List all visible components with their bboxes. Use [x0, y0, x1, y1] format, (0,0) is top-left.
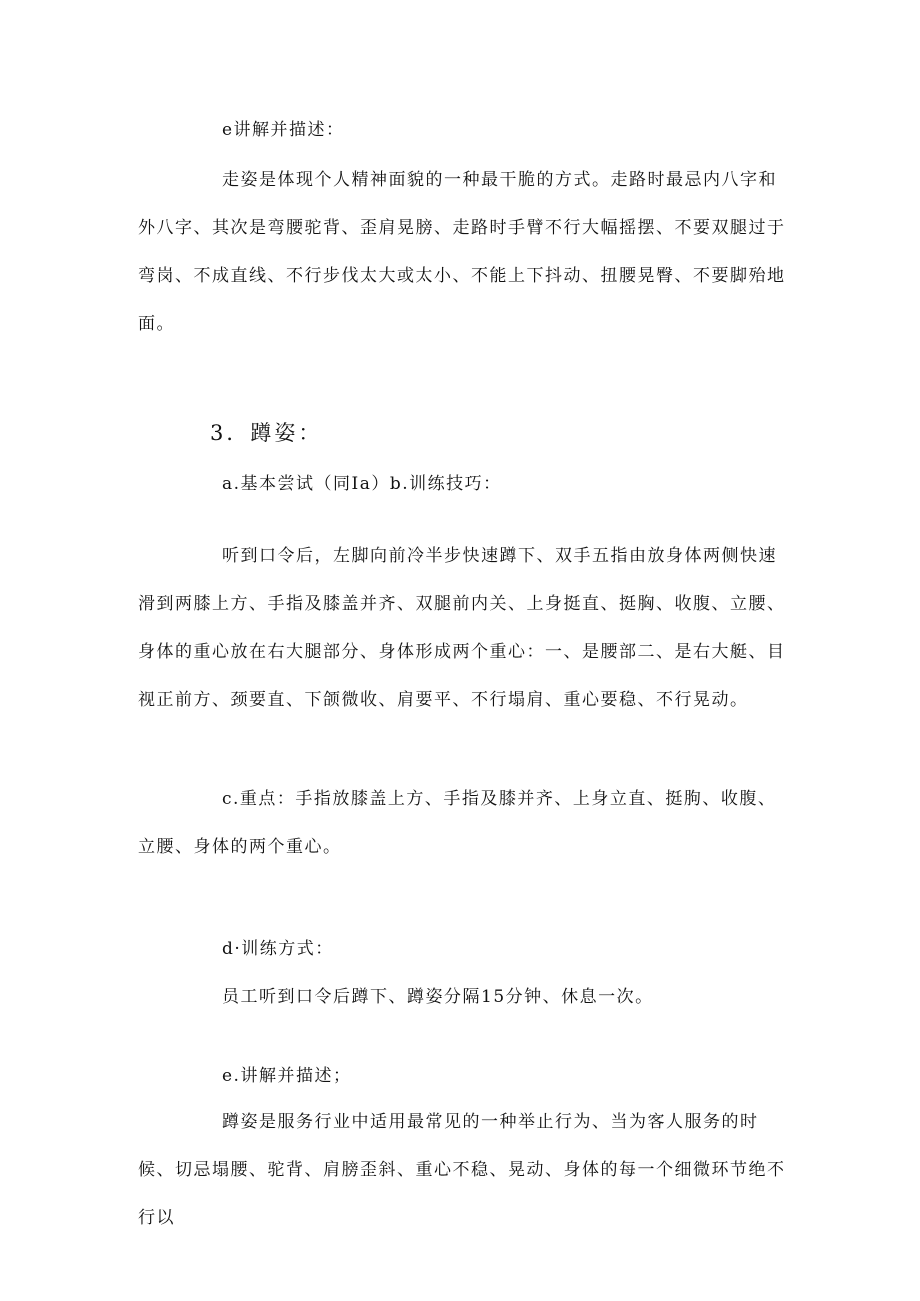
walk-explain-body: 走姿是体现个人精神面貌的一种最干脆的方式。走路时最忌内八字和外八字、其次是弯腰驼背、歪肩晃膀、走路时手臂不行大幅摇摆、不要双腿过于弯岗、不成直线、不行步伐太大或太小、不能上下抖动、扭腰晃臀、不要脚殆地面。 — [138, 170, 786, 334]
squat-training-label: d·训练方式： — [222, 939, 334, 959]
squat-key-points: c.重点：手指放膝盖上方、手指及膝并齐、上身立直、挺朐、收腹、立腰、身体的两个重心。 — [138, 789, 777, 857]
squat-technique-body: 听到口令后，左脚向前冷半步快速蹲下、双手五指由放身体两侧快速滑到两膝上方、手指及膝盖并齐、双腿前内关、上身挺直、挺胸、收腹、立腰、身体的重心放在右大腿部分、身体形成两个重心：一、是腰部二、是右大艇、目视正前方、颈要直、下颌微收、肩要平、不行塌肩、重心要稳、不行晃动。 — [138, 546, 786, 710]
walk-explain-label: e讲解并描述： — [222, 120, 345, 140]
squat-training-body: 员工听到口令后蹲下、蹲姿分隔15分钟、休息一次。 — [222, 987, 654, 1007]
squat-section-heading: 3．蹲姿： — [210, 421, 323, 445]
squat-intro-label: a.基本尝试（同Ia）b.训练技巧： — [222, 474, 502, 494]
squat-explain-body: 蹲姿是服务行业中适用最常见的一种举止行为、当为客人服务的时候、切忌塌腰、驼背、肩膀歪斜、重心不稳、晃动、身体的每一个细微环节绝不行以 — [138, 1112, 786, 1228]
squat-explain-label: e.讲解并描述； — [222, 1066, 352, 1086]
